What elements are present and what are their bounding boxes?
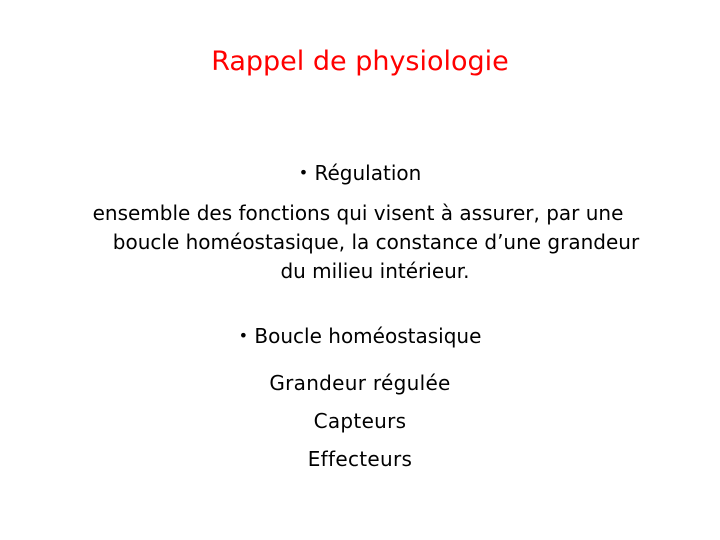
definition-line-2: boucle homéostasique, la constance d’une grandeur <box>112 230 640 254</box>
bullet-icon: • <box>238 326 249 345</box>
bullet-boucle <box>0 321 720 351</box>
definition-line-3: du milieu intérieur. <box>280 259 470 283</box>
boucle-heading: Boucle homéostasique <box>254 324 482 348</box>
definition-line-1: ensemble des fonctions qui visent à assurer, par une <box>92 201 624 225</box>
list-item: Capteurs <box>313 409 407 433</box>
boucle-items <box>0 364 720 478</box>
list-item: Grandeur régulée <box>269 371 451 395</box>
list-item: Effecteurs <box>307 447 413 471</box>
bullet-icon: • <box>298 163 309 182</box>
slide-title: Rappel de physiologie <box>211 46 509 77</box>
bullet-regulation <box>0 158 720 188</box>
regulation-heading: Régulation <box>314 161 422 185</box>
